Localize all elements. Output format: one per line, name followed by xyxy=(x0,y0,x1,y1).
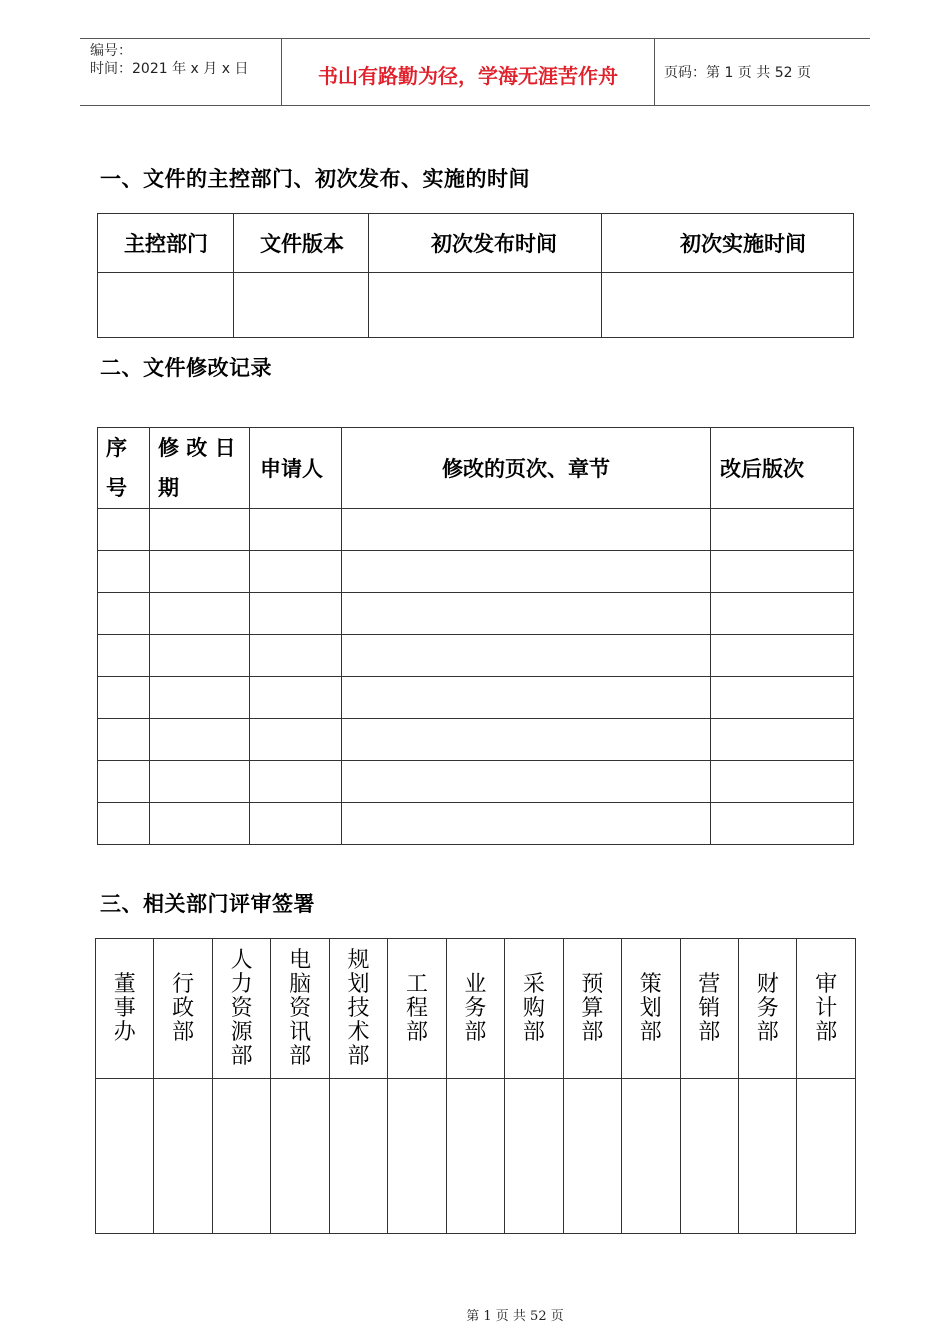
col-header-date xyxy=(150,428,250,509)
dept-header-engineering xyxy=(388,939,446,1079)
table-cell[interactable] xyxy=(250,593,342,635)
col-header-file-version-text: 文件版本 xyxy=(260,232,344,256)
first-implement-cell[interactable] xyxy=(602,273,854,338)
header-page-info: 页码：第 1 页 共 52 页 xyxy=(664,65,811,81)
table-cell[interactable] xyxy=(342,761,711,803)
dept-label: 策划部 xyxy=(639,972,662,1045)
table-cell[interactable] xyxy=(711,509,854,551)
dept-label: 行政部 xyxy=(172,972,195,1045)
table-cell[interactable] xyxy=(250,803,342,845)
table-cell[interactable] xyxy=(150,761,250,803)
signature-cell[interactable] xyxy=(680,1079,738,1234)
file-version-cell[interactable] xyxy=(234,273,369,338)
table-cell[interactable] xyxy=(150,635,250,677)
signature-cell[interactable] xyxy=(388,1079,446,1234)
dept-label: 工程部 xyxy=(405,972,428,1045)
table-cell[interactable] xyxy=(250,509,342,551)
table-cell[interactable] xyxy=(711,635,854,677)
dept-label: 董事办 xyxy=(113,972,136,1045)
dept-label: 财务部 xyxy=(756,972,779,1045)
col-header-version-text: 改后版次 xyxy=(720,457,804,481)
dept-header-hr xyxy=(212,939,270,1079)
table-cell[interactable] xyxy=(342,719,711,761)
table-row xyxy=(98,509,854,551)
table-cell[interactable] xyxy=(342,509,711,551)
col-header-file-version xyxy=(234,214,369,273)
table-cell[interactable] xyxy=(150,593,250,635)
table-cell[interactable] xyxy=(342,803,711,845)
table-cell[interactable] xyxy=(150,803,250,845)
header-top-rule xyxy=(80,38,870,39)
signature-cell[interactable] xyxy=(446,1079,504,1234)
col-header-pages xyxy=(342,428,711,509)
table-cell[interactable] xyxy=(250,635,342,677)
control-dept-cell[interactable] xyxy=(98,273,234,338)
signature-cell[interactable] xyxy=(738,1079,796,1234)
dept-header-planning-tech xyxy=(329,939,387,1079)
table-cell[interactable] xyxy=(342,593,711,635)
dept-label: 审计部 xyxy=(815,972,838,1045)
table-cell[interactable] xyxy=(98,677,150,719)
table-cell[interactable] xyxy=(98,635,150,677)
table-row xyxy=(98,635,854,677)
table-cell[interactable] xyxy=(250,719,342,761)
col-header-pages-text: 修改的页次、章节 xyxy=(442,457,610,481)
table-cell[interactable] xyxy=(98,593,150,635)
col-header-seq-text: 序号 xyxy=(106,436,127,500)
signature-cell[interactable] xyxy=(622,1079,680,1234)
table-cell[interactable] xyxy=(150,677,250,719)
col-header-seq xyxy=(98,428,150,509)
dept-label: 电脑资讯部 xyxy=(289,948,312,1069)
table-row xyxy=(98,593,854,635)
dept-header-procurement xyxy=(505,939,563,1079)
col-header-applicant-text: 申请人 xyxy=(260,457,323,481)
dept-header-admin xyxy=(154,939,212,1079)
col-header-applicant xyxy=(250,428,342,509)
table-cell[interactable] xyxy=(342,635,711,677)
table-cell[interactable] xyxy=(98,803,150,845)
table-cell[interactable] xyxy=(98,509,150,551)
dept-header-audit xyxy=(797,939,856,1079)
table-cell[interactable] xyxy=(342,677,711,719)
table-cell[interactable] xyxy=(711,761,854,803)
table-cell[interactable] xyxy=(150,551,250,593)
signature-cell[interactable] xyxy=(797,1079,856,1234)
table-cell[interactable] xyxy=(711,677,854,719)
dept-header-finance xyxy=(738,939,796,1079)
table-cell[interactable] xyxy=(250,677,342,719)
col-header-first-release-text: 初次发布时间 xyxy=(431,232,557,256)
table-cell[interactable] xyxy=(711,719,854,761)
dept-label: 预算部 xyxy=(581,972,604,1045)
signature-row xyxy=(96,1079,856,1234)
signature-cell[interactable] xyxy=(329,1079,387,1234)
dept-header-marketing xyxy=(680,939,738,1079)
table-cell[interactable] xyxy=(250,551,342,593)
col-header-first-release xyxy=(369,214,602,273)
header-motto: 书山有路勤为径，学海无涯苦作舟 xyxy=(318,64,618,88)
table-row xyxy=(98,761,854,803)
signature-cell[interactable] xyxy=(212,1079,270,1234)
document-time-label: 时间：2021 年 x 月 x 日 xyxy=(90,61,249,77)
col-header-first-implement-text: 初次实施时间 xyxy=(680,232,806,256)
table-cell[interactable] xyxy=(711,803,854,845)
table-row xyxy=(98,677,854,719)
table-cell[interactable] xyxy=(250,761,342,803)
section3-title: 三、相关部门评审签署 xyxy=(100,892,315,916)
col-header-first-implement xyxy=(602,214,854,273)
table-row xyxy=(98,551,854,593)
col-header-version xyxy=(711,428,854,509)
signature-cell[interactable] xyxy=(505,1079,563,1234)
first-release-cell[interactable] xyxy=(369,273,602,338)
dept-label: 人力资源部 xyxy=(230,948,253,1069)
signature-cell[interactable] xyxy=(154,1079,212,1234)
col-header-control-dept xyxy=(98,214,234,273)
signature-cell[interactable] xyxy=(271,1079,329,1234)
header-bottom-rule xyxy=(80,105,870,106)
table-cell[interactable] xyxy=(150,509,250,551)
table-cell[interactable] xyxy=(711,551,854,593)
col-header-control-dept-text: 主控部门 xyxy=(124,232,208,256)
section1-title: 一、文件的主控部门、初次发布、实施的时间 xyxy=(100,167,530,191)
dept-label: 采购部 xyxy=(522,972,545,1045)
department-signoff-table xyxy=(95,938,856,1234)
section2-title: 二、文件修改记录 xyxy=(100,356,272,380)
table-cell[interactable] xyxy=(711,593,854,635)
dept-header-business xyxy=(446,939,504,1079)
table-cell[interactable] xyxy=(98,551,150,593)
dept-label: 营销部 xyxy=(698,972,721,1045)
dept-header-it xyxy=(271,939,329,1079)
table-row xyxy=(98,719,854,761)
dept-header-planning xyxy=(622,939,680,1079)
header-divider-right xyxy=(654,38,655,105)
signature-cell[interactable] xyxy=(563,1079,621,1234)
signature-cell[interactable] xyxy=(96,1079,154,1234)
revision-record-table xyxy=(97,427,854,845)
table-cell[interactable] xyxy=(98,761,150,803)
table-cell[interactable] xyxy=(342,551,711,593)
dept-label: 规划技术部 xyxy=(347,948,370,1069)
col-header-date-text: 修 改 日期 xyxy=(158,436,236,500)
dept-header-board-office xyxy=(96,939,154,1079)
page-footer: 第 1 页 共 52 页 xyxy=(466,1309,564,1324)
dept-label: 业务部 xyxy=(464,972,487,1045)
dept-header-budget xyxy=(563,939,621,1079)
control-info-table xyxy=(97,213,854,338)
document-number-label: 编号： xyxy=(90,43,132,59)
table-cell[interactable] xyxy=(98,719,150,761)
table-row xyxy=(98,803,854,845)
table-cell[interactable] xyxy=(150,719,250,761)
